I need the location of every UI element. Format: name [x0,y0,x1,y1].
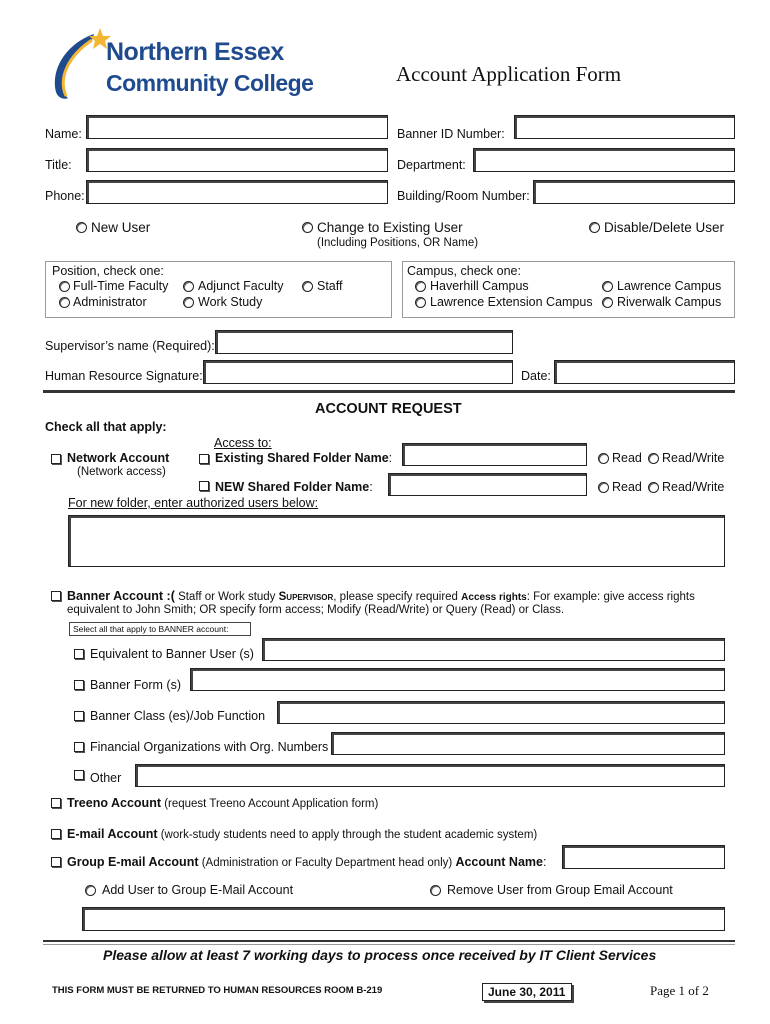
processing-note: Please allow at least 7 working days to process once received by IT Client Services [103,947,657,963]
lawrence-ext-label: Lawrence Extension Campus [430,295,593,309]
email-checkbox[interactable] [51,829,61,839]
new-folder-checkbox[interactable] [199,481,209,491]
financial-field[interactable] [331,732,725,755]
college-logo [42,26,314,106]
treeno-note: (request Treeno Account Application form) [161,798,379,810]
banner-supervisor: Supervisor [278,591,334,603]
financial-checkbox[interactable] [74,742,84,752]
existing-read-label: Read [612,451,642,465]
email-label: E-mail Account [67,827,158,841]
change-user-radio[interactable] [302,222,313,233]
staff-radio[interactable] [302,281,313,292]
banner-access-rights: Access rights [461,592,527,603]
existing-folder-checkbox[interactable] [199,454,209,464]
equivalent-label: Equivalent to Banner User (s) [90,647,254,661]
account-request-heading: ACCOUNT REQUEST [315,401,462,417]
group-user-field[interactable] [82,907,725,931]
new-user-label: New User [91,220,151,235]
banner-id-label: Banner ID Number: [397,127,505,141]
disable-user-radio[interactable] [589,222,600,233]
building-label: Building/Room Number: [397,189,530,203]
revision-date: June 30, 2011 [482,983,572,1001]
network-account-label: Network Account [67,451,170,465]
adjunct-radio[interactable] [183,281,194,292]
add-user-radio[interactable] [85,885,96,896]
remove-user-label: Remove User from Group Email Account [447,883,673,897]
account-name-label: Account Name [455,855,543,869]
existing-read-radio[interactable] [598,453,609,464]
new-folder-label: NEW Shared Folder Name: [215,480,373,494]
banner-account-line1 [67,589,695,603]
treeno-line [67,796,378,810]
change-user-label: Change to Existing User [317,220,463,235]
banner-id-field[interactable] [514,115,735,139]
banner-select-note: Select all that apply to BANNER account: [69,622,251,636]
administrator-label: Administrator [73,295,147,309]
existing-readwrite-label: Read/Write [662,451,725,465]
banner-desc3: : For example: give access rights [526,591,695,603]
full-time-radio[interactable] [59,281,70,292]
banner-desc2: , please specify required [333,591,462,603]
page-number: Page 1 of 2 [650,983,709,998]
banner-account-line2: equivalent to John Smith; OR specify form access; Modify (Read/Write) or Query (Read) or Class. [67,604,565,616]
existing-readwrite-radio[interactable] [648,453,659,464]
new-user-radio[interactable] [76,222,87,233]
work-study-label: Work Study [198,295,263,309]
supervisor-field[interactable] [215,330,513,354]
new-folder-text: NEW Shared Folder Name [215,480,370,494]
lawrence-radio[interactable] [602,281,613,292]
banner-class-label: Banner Class (es)/Job Function [90,709,266,723]
banner-account-label: Banner Account :( [67,589,175,603]
group-email-label: Group E-mail Account [67,855,199,869]
new-readwrite-label: Read/Write [662,480,725,494]
equivalent-field[interactable] [262,638,725,661]
return-note: THIS FORM MUST BE RETURNED TO HUMAN RESOURCES ROOM B-219 [52,985,383,996]
financial-label: Financial Organizations with Org. Numbers [90,740,329,754]
existing-folder-field[interactable] [402,443,587,466]
add-user-label: Add User to Group E-Mail Account [102,883,294,897]
other-checkbox[interactable] [74,770,84,780]
new-readwrite-radio[interactable] [648,482,659,493]
date-field[interactable] [554,360,735,384]
work-study-radio[interactable] [183,297,194,308]
title-label: Title: [45,158,72,172]
authorized-users-field[interactable] [68,515,725,567]
other-field[interactable] [135,764,725,787]
remove-user-radio[interactable] [430,885,441,896]
position-heading: Position, check one: [52,264,164,278]
lawrence-label: Lawrence Campus [617,279,722,293]
banner-account-checkbox[interactable] [51,591,61,601]
banner-class-checkbox[interactable] [74,711,84,721]
banner-form-label: Banner Form (s) [90,678,181,692]
banner-form-field[interactable] [190,668,725,691]
riverwalk-label: Riverwalk Campus [617,295,722,309]
email-line [67,827,537,841]
new-read-label: Read [612,480,642,494]
new-read-radio[interactable] [598,482,609,493]
authorized-users-note: For new folder, enter authorized users below: [68,496,319,510]
department-label: Department: [397,158,466,172]
phone-field[interactable] [86,180,388,204]
logo-line2: Community College [106,70,314,96]
staff-label: Staff [317,279,343,293]
form-title: Account Application Form [396,62,622,86]
new-folder-field[interactable] [388,473,587,496]
name-label: Name: [45,127,82,141]
hr-signature-label: Human Resource Signature: [45,369,203,383]
network-access-note: (Network access) [77,466,166,478]
disable-user-label: Disable/Delete User [604,220,725,235]
account-name-field[interactable] [562,845,725,869]
star-swoosh-icon [42,26,112,106]
banner-form-checkbox[interactable] [74,680,84,690]
group-email-line: Group E-mail Account (Administration or Faculty Department head only) Account Name: [67,855,547,869]
haverhill-label: Haverhill Campus [430,279,529,293]
network-account-checkbox[interactable] [51,454,61,464]
building-field[interactable] [533,180,735,204]
group-email-checkbox[interactable] [51,857,61,867]
lawrence-ext-radio[interactable] [415,297,426,308]
full-time-label: Full-Time Faculty [73,279,169,293]
phone-label: Phone: [45,189,85,203]
check-all-label: Check all that apply: [45,420,167,434]
supervisor-label: Supervisor’s name (Required): [45,339,215,353]
change-note: (Including Positions, OR Name) [317,237,479,249]
divider-bottom-2 [43,944,735,945]
date-label: Date: [521,369,551,383]
existing-folder-text: Existing Shared Folder Name [215,451,389,465]
divider-bottom [43,940,735,942]
other-label: Other [90,771,122,785]
haverhill-radio[interactable] [415,281,426,292]
logo-line1: Northern Essex [106,38,284,66]
equivalent-checkbox[interactable] [74,649,84,659]
banner-desc1: Staff or Work study [174,591,279,603]
access-to-label: Access to: [214,436,272,450]
name-field[interactable] [86,115,388,139]
treeno-label: Treeno Account [67,796,161,810]
adjunct-label: Adjunct Faculty [198,279,284,293]
hr-signature-field[interactable] [203,360,513,384]
email-note: (work-study students need to apply through the student academic system) [157,829,538,841]
administrator-radio[interactable] [59,297,70,308]
riverwalk-radio[interactable] [602,297,613,308]
existing-folder-label: Existing Shared Folder Name: [215,451,393,465]
title-field[interactable] [86,148,388,172]
group-email-note: (Administration or Faculty Department head only) [198,857,456,869]
department-field[interactable] [473,148,735,172]
banner-class-field[interactable] [277,701,725,724]
campus-heading: Campus, check one: [407,264,521,278]
divider-top [43,390,735,393]
treeno-checkbox[interactable] [51,798,61,808]
